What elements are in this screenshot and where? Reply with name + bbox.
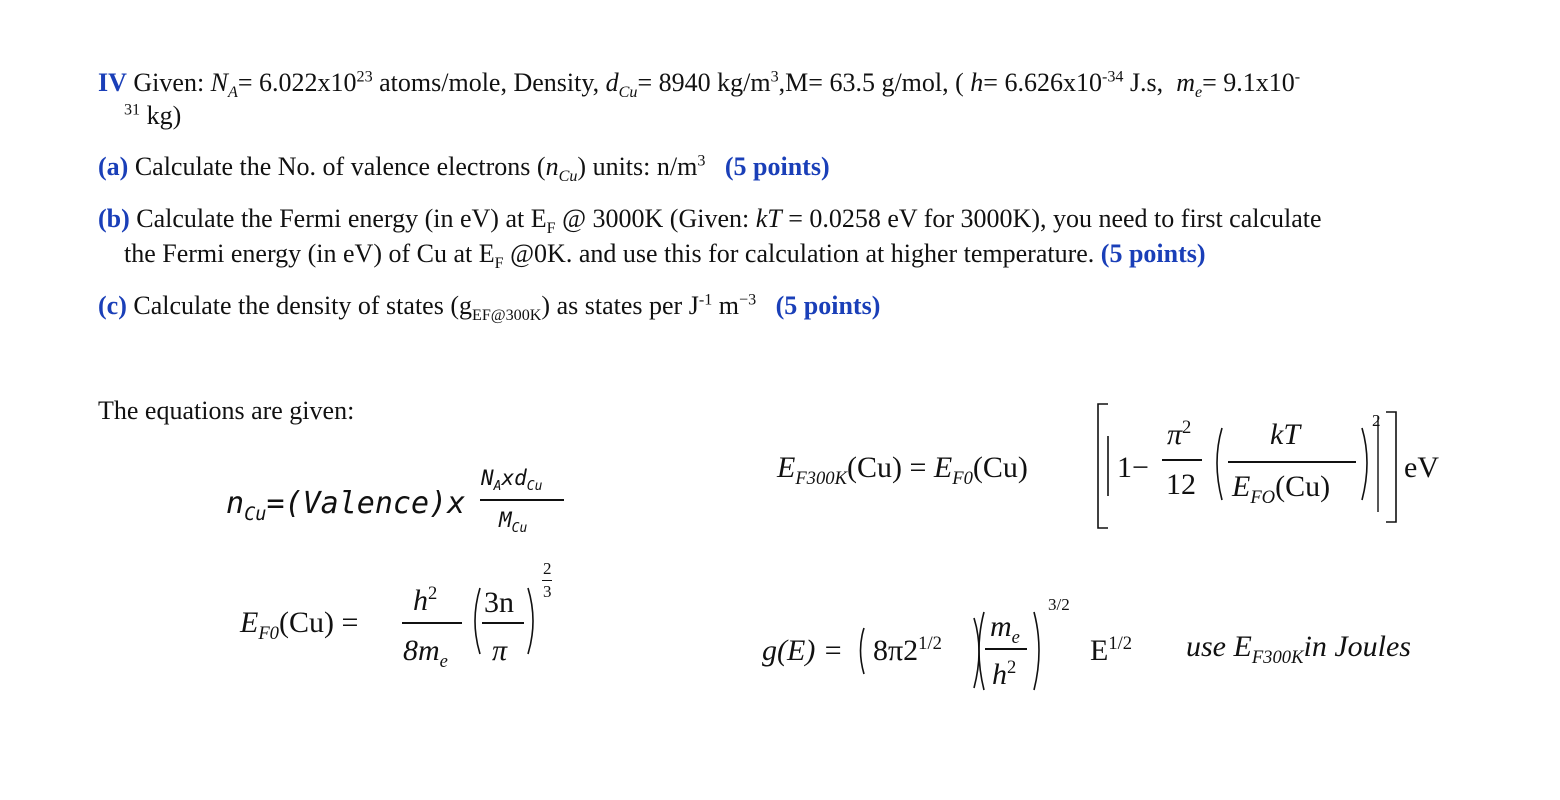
ef300-rhs-sub: F0 bbox=[952, 468, 973, 489]
molar-mass: ,M= 63.5 g/mol, ( bbox=[778, 68, 964, 97]
ge-me-sub: e bbox=[1011, 627, 1020, 648]
part-c-text1: Calculate the density of states (g bbox=[133, 291, 472, 320]
me-value: = 9.1x10 bbox=[1202, 68, 1295, 97]
part-b-label: (b) bbox=[98, 204, 130, 233]
part-a-unit-exp: 3 bbox=[697, 152, 706, 170]
na-exp: 23 bbox=[356, 68, 373, 86]
ncu-sub: Cu bbox=[558, 168, 578, 186]
m-exp: −3 bbox=[738, 291, 757, 309]
me-unit: kg) bbox=[146, 101, 182, 130]
j-exp: -1 bbox=[698, 291, 713, 309]
d-exp: 3 bbox=[770, 68, 779, 86]
ef300-right-paren bbox=[1362, 428, 1367, 500]
me-exp-continued: 31 bbox=[124, 101, 141, 119]
part-c-m: m bbox=[712, 291, 739, 320]
kt-symbol: kT bbox=[755, 204, 782, 233]
ef0-num-h: h bbox=[413, 584, 428, 617]
ncu-denominator bbox=[499, 508, 528, 537]
ef-sub-2: F bbox=[494, 255, 504, 273]
ge-e bbox=[1090, 633, 1133, 667]
ef0-denominator bbox=[403, 634, 448, 672]
ge-me bbox=[990, 610, 1020, 648]
ef0-den-m: 8m bbox=[403, 634, 440, 667]
part-a-units: ) units: n/m bbox=[577, 152, 698, 181]
ncu-num-mid: xd bbox=[501, 466, 527, 490]
ef300-right-bracket bbox=[1386, 412, 1396, 522]
ge-left-paren-outer bbox=[861, 628, 865, 674]
ge-right-paren-outer bbox=[974, 618, 979, 688]
ge-e-text: E bbox=[1090, 634, 1109, 667]
ef0-lhs-sub: F0 bbox=[258, 623, 279, 644]
ef300-lhs bbox=[777, 451, 1028, 489]
part-a-label: (a) bbox=[98, 152, 129, 181]
ge-h-exp: 2 bbox=[1007, 657, 1017, 678]
ef300-lhs-cu: (Cu) = bbox=[846, 451, 934, 484]
ncu-numerator bbox=[481, 466, 543, 495]
g-sub: EF@300K bbox=[471, 307, 542, 325]
part-b-text3: = 0.0258 eV for 3000K), you need to first calculate bbox=[781, 204, 1322, 233]
part-c-label: (c) bbox=[98, 291, 127, 320]
ef300-kt-line bbox=[1228, 461, 1356, 463]
ge-me-line bbox=[985, 648, 1027, 650]
given-label: Given: bbox=[133, 68, 205, 97]
part-b-points: (5 points) bbox=[1100, 239, 1206, 268]
ef300-pi: π bbox=[1167, 418, 1183, 451]
ge-lhs-text: g(E) = bbox=[762, 634, 844, 667]
ncu-lhs bbox=[226, 486, 466, 525]
ef300-kt: kT bbox=[1270, 418, 1300, 451]
ef0-fraction-line bbox=[402, 622, 462, 624]
ef0-lhs bbox=[240, 606, 359, 644]
ge-me-m: m bbox=[990, 610, 1012, 643]
ef0-power-numerator: 2 bbox=[543, 559, 552, 578]
ncu-den-m: M bbox=[499, 508, 512, 532]
ef0-inner-numerator: 3n bbox=[484, 586, 514, 619]
ef300-unit: eV bbox=[1404, 451, 1439, 484]
ef0-num-exp: 2 bbox=[428, 583, 438, 604]
h-exp: -34 bbox=[1101, 68, 1124, 86]
ncu-lhs-n: n bbox=[226, 486, 245, 521]
ge-right-paren-inner bbox=[1034, 612, 1039, 690]
ge-h-h: h bbox=[992, 658, 1007, 691]
problem-number: IV bbox=[98, 68, 127, 97]
ef300-left-paren bbox=[1217, 428, 1222, 500]
ge-power: 3/2 bbox=[1048, 595, 1070, 614]
ef300-twelve-line bbox=[1162, 459, 1202, 461]
ef300-efo-sub: FO bbox=[1250, 487, 1276, 508]
part-b-text2: @ 3000K (Given: bbox=[555, 204, 756, 233]
part-b-line2 bbox=[124, 239, 1206, 273]
ge-note-a: use E bbox=[1186, 630, 1252, 663]
ge-eight-pi bbox=[873, 633, 942, 667]
ge-eight-pi-text: 8π2 bbox=[873, 634, 919, 667]
na-sub: A bbox=[228, 84, 238, 102]
ge-note-sub: F300K bbox=[1251, 647, 1304, 668]
ef300-lhs-sub: F300K bbox=[795, 468, 847, 489]
me-symbol: m bbox=[1176, 68, 1195, 97]
ncu-den-sub: Cu bbox=[511, 521, 528, 537]
part-c-points: (5 points) bbox=[775, 291, 881, 320]
ef-sub: F bbox=[546, 220, 556, 238]
ef0-left-paren bbox=[475, 588, 480, 654]
ef300-efo bbox=[1232, 470, 1331, 508]
part-c bbox=[98, 291, 881, 325]
ef0-right-paren bbox=[528, 588, 533, 654]
h-value: = 6.626x10 bbox=[983, 68, 1102, 97]
ge-e-exp: 1/2 bbox=[1108, 633, 1133, 654]
na-symbol: N bbox=[210, 68, 229, 97]
problem-statement-line2 bbox=[124, 103, 181, 129]
ef0-power-denominator: 3 bbox=[543, 582, 552, 601]
ef0-numerator bbox=[413, 583, 438, 617]
ncu-num-sub: A bbox=[493, 479, 502, 495]
ef300-rhs-e: E bbox=[933, 451, 953, 484]
part-a-text: Calculate the No. of valence electrons ( bbox=[134, 152, 546, 181]
ef300-left-bracket bbox=[1098, 404, 1108, 528]
part-b-line1 bbox=[98, 204, 1322, 238]
problem-statement-line1 bbox=[98, 68, 1301, 102]
ef300-pi-sq bbox=[1167, 417, 1192, 451]
part-a bbox=[98, 152, 830, 186]
ef0-inner-denominator: π bbox=[492, 634, 508, 667]
ef300-efo-e: E bbox=[1232, 470, 1251, 503]
ef300-efo-cu: (Cu) bbox=[1275, 470, 1331, 503]
ef0-inner-fraction-line bbox=[482, 622, 524, 624]
na-unit: atoms/mole, Density, bbox=[372, 68, 606, 97]
ef300-one-minus: 1− bbox=[1117, 451, 1149, 484]
ef300-outer-exp: 2 bbox=[1372, 411, 1381, 430]
ef300-lhs-e: E bbox=[777, 451, 796, 484]
ge-note-b: in Joules bbox=[1303, 630, 1411, 663]
ef300-twelve: 12 bbox=[1166, 468, 1196, 501]
na-value: = 6.022x10 bbox=[237, 68, 357, 97]
ge-note bbox=[1186, 630, 1411, 668]
ncu-lhs-sub: Cu bbox=[244, 504, 267, 525]
ncu-lhs-mid: =(Valence)x bbox=[266, 486, 466, 521]
ef0-lhs-e: E bbox=[240, 606, 259, 639]
ge-left-paren-inner bbox=[979, 612, 984, 690]
ge-half-exp: 1/2 bbox=[918, 633, 942, 654]
ef300-pi-exp: 2 bbox=[1182, 417, 1192, 438]
ncu-symbol: n bbox=[545, 152, 559, 181]
part-b-text4: the Fermi energy (in eV) of Cu at E bbox=[124, 239, 495, 268]
me-sub: e bbox=[1194, 84, 1203, 102]
ge-lhs bbox=[762, 636, 843, 666]
d-symbol: d bbox=[605, 68, 619, 97]
d-sub: Cu bbox=[618, 84, 638, 102]
h-unit: J.s, bbox=[1123, 68, 1164, 97]
ef0-power-line bbox=[542, 580, 552, 581]
part-b-text1: Calculate the Fermi energy (in eV) at E bbox=[136, 204, 547, 233]
ef300-rhs-cu: (Cu) bbox=[972, 451, 1028, 484]
ef0-den-sub: e bbox=[439, 651, 448, 672]
part-c-text2: ) as states per J bbox=[541, 291, 699, 320]
ncu-fraction-line bbox=[480, 499, 564, 501]
ncu-num-n: N bbox=[481, 466, 494, 490]
ef0-lhs-cu: (Cu) = bbox=[278, 606, 359, 639]
ge-h bbox=[992, 657, 1017, 691]
equations-intro: The equations are given: bbox=[98, 396, 355, 425]
h-symbol: h bbox=[970, 68, 984, 97]
part-a-points: (5 points) bbox=[724, 152, 830, 181]
ncu-num-sub2: Cu bbox=[526, 479, 543, 495]
d-value: = 8940 kg/m bbox=[637, 68, 771, 97]
part-b-text5: @0K. and use this for calculation at higher temperature. bbox=[503, 239, 1095, 268]
me-dash: - bbox=[1294, 68, 1301, 86]
